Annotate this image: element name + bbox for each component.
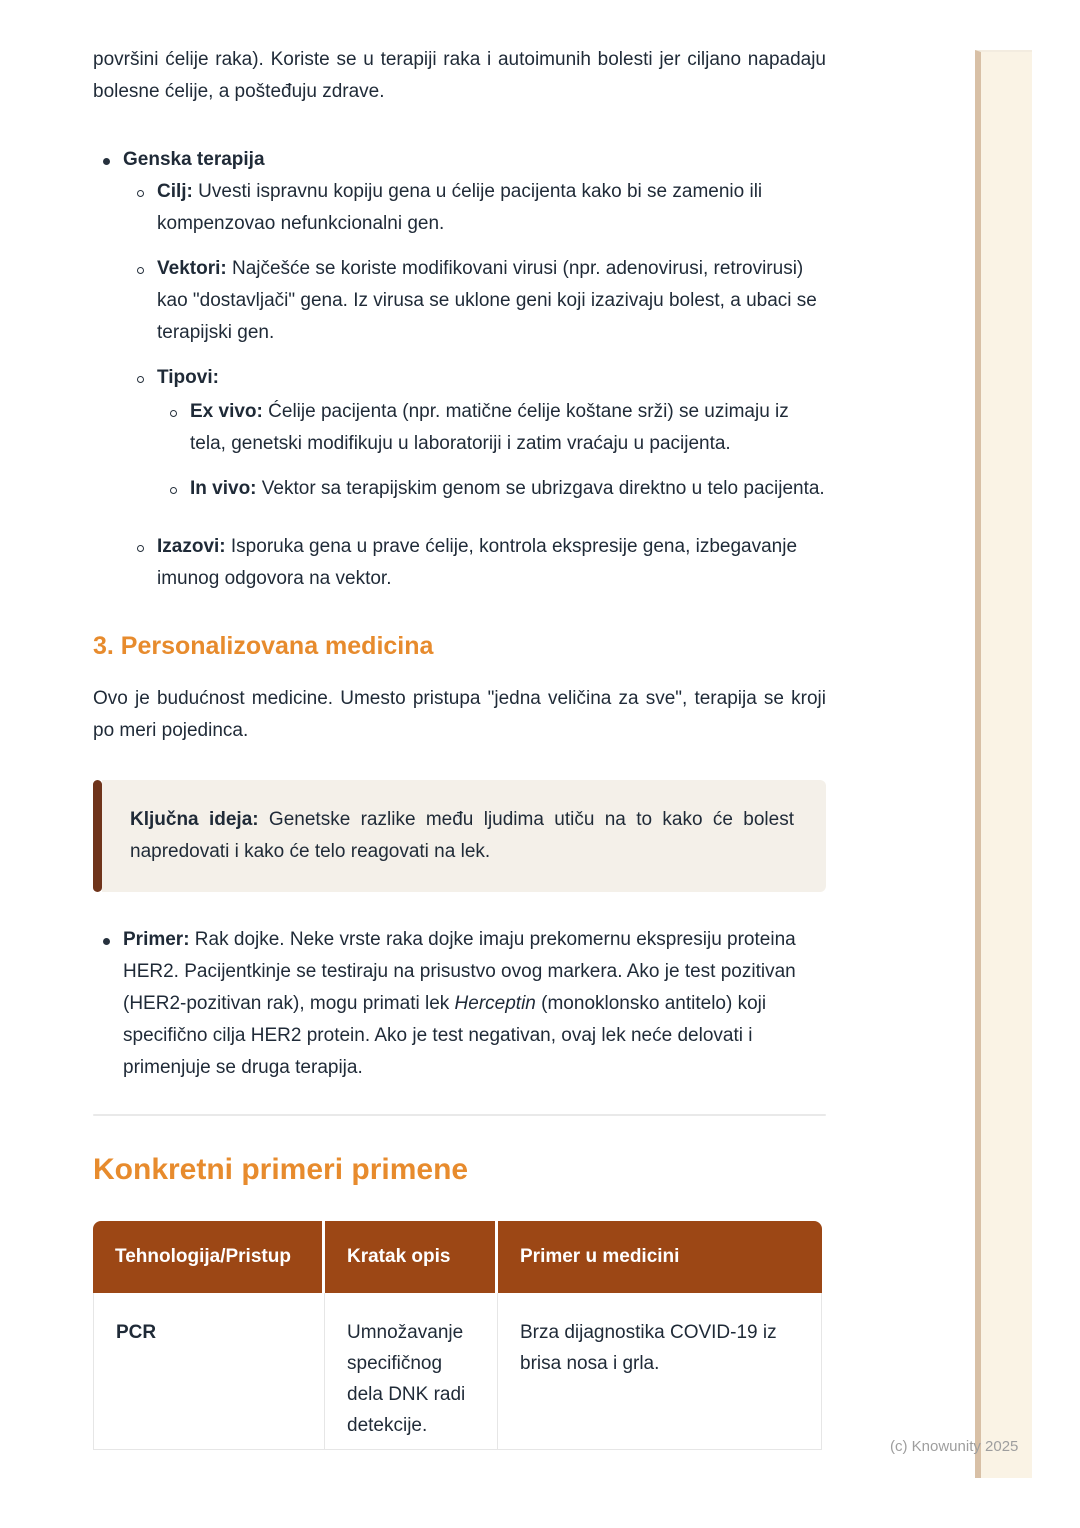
section-divider [93, 1114, 826, 1116]
item-text: Najčešće se koriste modifikovani virusi (npr. adenovirusi, retrovirusi) kao "dostavljači" gena. Iz virusa se uklone geni koji izazivaju bolest, a ubaci se terapijski gen. [157, 258, 817, 343]
column-header-example: Primer u medicini [498, 1221, 822, 1293]
gene-therapy-title: Genska terapija [123, 149, 265, 170]
bullet-circle-icon [170, 396, 190, 428]
item-text: Vektor sa terapijskim genom se ubrizgava direktno u telo pacijenta. [256, 478, 825, 499]
table-header-row [93, 1221, 822, 1293]
list-item-primer [93, 924, 826, 1084]
item-label: Cilj: [157, 181, 193, 202]
bullet-circle-icon [137, 176, 157, 208]
list-item-in-vivo [170, 473, 826, 505]
section-heading-personalizovana-medicina: 3. Personalizovana medicina [93, 632, 434, 660]
item-text: Ćelije pacijenta (npr. matične ćelije koštane srži) se uzimaju iz tela, genetski modifikuju u laboratoriji i zatim vraćaju u pacijenta. [190, 401, 789, 454]
bullet-circle-icon [137, 253, 157, 285]
drug-name-italic: Herceptin [454, 993, 536, 1014]
cell-technology: PCR [93, 1293, 325, 1450]
list-item-tipovi [137, 362, 826, 518]
column-header-technology: Tehnologija/Pristup [93, 1221, 325, 1293]
examples-table [93, 1221, 822, 1450]
item-label: In vivo: [190, 478, 257, 499]
key-idea-callout [93, 780, 826, 892]
item-text: Rak dojke. Neke vrste raka dojke imaju prekomernu ekspresiju proteina HER2. Pacijentkinje se testiraju na prisustvo ovog markera. Ako je test pozitivan (HER2-pozitivan rak), mogu primati lek [123, 929, 796, 1014]
gene-therapy-sublist [123, 176, 826, 595]
gene-therapy-list [93, 144, 826, 595]
item-label: Primer: [123, 929, 190, 950]
item-label: Ex vivo: [190, 401, 263, 422]
item-text: (monoklonsko antitelo) koji specifično cilja HER2 protein. Ako je test negativan, ovaj lek neće delovati i primenjuje se druga terapija. [123, 993, 767, 1078]
personalized-medicine-paragraph: Ovo je budućnost medicine. Umesto pristupa "jedna veličina za sve", terapija se kroji po meri pojedinca. [93, 688, 826, 741]
examples-heading: Konkretni primeri primene [93, 1153, 469, 1186]
item-text: Isporuka gena u prave ćelije, kontrola ekspresije gena, izbegavanje imunog odgovora na vektor. [157, 536, 798, 589]
page-content [93, 0, 826, 1450]
bullet-dot-icon [93, 144, 123, 176]
item-label: Izazovi: [157, 536, 226, 557]
table-row-pcr [93, 1293, 822, 1450]
list-item-cilj [137, 176, 826, 240]
primer-list [93, 924, 826, 1084]
bullet-circle-icon [137, 531, 157, 563]
cell-example: Brza dijagnostika COVID-19 iz brisa nosa i grla. [498, 1293, 822, 1450]
column-header-description: Kratak opis [325, 1221, 498, 1293]
bullet-circle-icon [137, 362, 157, 394]
intro-paragraph: površini ćelije raka). Koriste se u terapiji raka i autoimunih bolesti jer ciljano napadaju bolesne ćelije, a pošteđuju zdrave. [93, 49, 826, 102]
item-text: Uvesti ispravnu kopiju gena u ćelije pacijenta kako bi se zamenio ili kompenzovao nefunkcionalni gen. [157, 181, 763, 234]
copyright-note: (c) Knowunity 2025 [890, 1438, 1019, 1455]
list-item-ex-vivo [170, 396, 826, 460]
cell-description: Umnožavanje specifičnog dela DNK radi detekcije. [325, 1293, 498, 1450]
callout-label: Ključna ideja: [130, 809, 259, 830]
list-item-vektori [137, 253, 826, 349]
item-label: Tipovi: [157, 367, 219, 388]
list-item-izazovi [137, 531, 826, 595]
tipovi-sublist [157, 396, 826, 505]
callout-body [102, 780, 826, 892]
bullet-circle-icon [170, 473, 190, 505]
item-label: Vektori: [157, 258, 227, 279]
callout-text: Genetske razlike među ljudima utiču na to kako će bolest napredovati i kako će telo reagovati na lek. [130, 809, 794, 862]
bullet-dot-icon [93, 924, 123, 956]
page-edge-stripe [975, 50, 1032, 1478]
list-item-gene-therapy [93, 144, 826, 595]
callout-accent-bar [93, 780, 102, 892]
